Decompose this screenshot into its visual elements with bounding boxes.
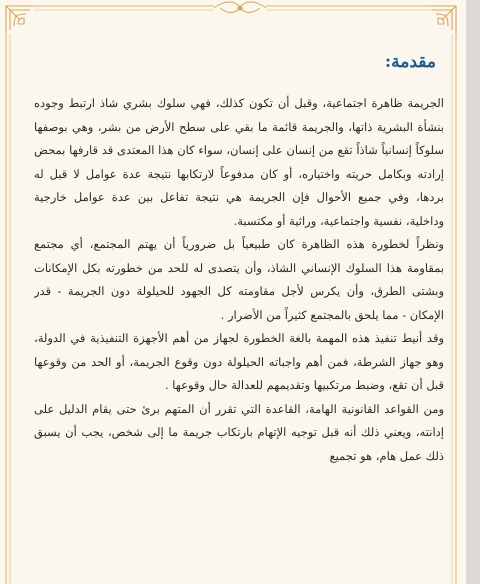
top-ornament <box>214 2 266 13</box>
document-body <box>34 92 444 572</box>
paragraph-3: وقد أنيط تنفيذ هذه المهمة بالغة الخطورة لجهاز من أهم الأجهزة التنفيذية في الدولة، وهو جهاز الشرطة، فمن أهم واجباته الحيلولة دون وقوع الجريمة، أو الحد من وقوعها قبل أن تقع، وضبط مرتكبيها وتقديمهم للعدالة حال وقوعها . <box>34 331 444 392</box>
paragraph-2: ونظراً لخطورة هذه الظاهرة كان طبيعياً بل ضرورياً أن يهتم المجتمع، أي مجتمع بمقاومة هذا السلوك الإنساني الشاذ، وأن يتصدى له للحد من خطورته بكل الإمكانات وبشتى الطرق، وأن يكرس لأجل مقاومته كل الجهود للحيلولة دون الجريمة - قدر الإمكان - مما يلحق بالمجتمع كثيراً من الأضرار . <box>34 237 444 322</box>
paragraph-4: ومن القواعد القانونية الهامة، القاعدة التي تقرر أن المتهم برئ حتى يقام الدليل على إدانته، ويعني ذلك أنه قبل توجيه الإتهام بارتكاب جريمة ما إلى شخص، يجب أن يسبق ذلك عمل هام، هو تجميع <box>34 401 444 463</box>
corner-ornament-top-right <box>428 6 456 34</box>
section-heading: مقدمة: <box>384 52 436 72</box>
corner-ornament-top-left <box>6 6 34 34</box>
paragraph-1: الجريمة ظاهرة اجتماعية، وقبل أن تكون كذلك، فهي سلوك بشري شاذ ارتبط وجوده بنشأة البشرية ذاتها، والجريمة قائمة ما بقي على سطح الأرض من بشر، وهي بوصفها سلوكاً إنسانياً شاذاً تقع من إنسان على إنسان، سواء كان هذا المعتدى قد قارفها بمحض إرادته وبكامل حريته واختياره، أو كان مدفوعاً لارتكابها نتيجة عدة عوامل لا قبل له بردها، وفي جميع الأحوال فإن الجريمة هي نتيجة تفاعل بين عدة عوامل خارجية وداخلية، نفسية واجتماعية، وراثية أو مكتسبة. <box>34 96 444 228</box>
page-edge <box>466 0 480 584</box>
